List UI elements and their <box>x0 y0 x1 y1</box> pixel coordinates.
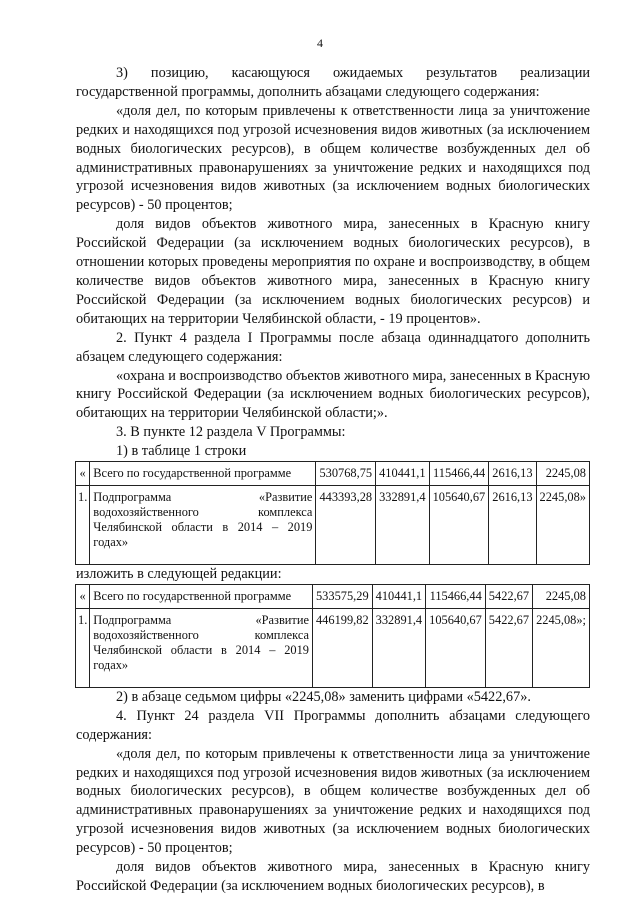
table-cell: 443393,28 <box>316 486 376 565</box>
table-cell: 410441,1 <box>372 584 425 608</box>
table-cell: 332891,4 <box>376 486 429 565</box>
table-cell: 105640,67 <box>429 486 489 565</box>
document-body <box>76 64 590 896</box>
table-cell: « <box>76 584 90 608</box>
table-cell: 446199,82 <box>312 608 372 687</box>
table-cell: 115466,44 <box>429 462 489 486</box>
table-cell: 5422,67 <box>485 584 532 608</box>
table-cell: 533575,29 <box>312 584 372 608</box>
table-cell: 5422,67 <box>485 608 532 687</box>
page-number: 4 <box>317 36 323 50</box>
paragraph: 2) в абзаце седьмом цифры «2245,08» заменить цифрами «5422,67». <box>116 688 531 705</box>
table-old-rows <box>75 461 590 565</box>
table-cell: « <box>76 462 90 486</box>
paragraph: 1) в таблице 1 строки <box>116 443 247 460</box>
table-cell: 2616,13 <box>489 486 536 565</box>
table-cell: Всего по государственной программе <box>90 462 316 486</box>
table-cell: 410441,1 <box>376 462 429 486</box>
paragraph: 2. Пункт 4 раздела I Программы после абзаца одиннадцатого дополнить абзацем следующего содержания: <box>76 329 590 365</box>
table-cell: 2245,08» <box>536 486 589 565</box>
paragraph: доля видов объектов животного мира, занесенных в Красную книгу Российской Федерации (за исключением водных биологических ресурсов), в отношении которых проведены мероприятия по охране и воспроизводству, в общем количестве видов объектов животного мира, занесенных в Красную книгу Российской Федерации (за исключением водных биологических ресурсов) и обитающих на территории Челябинской области, - 19 процентов». <box>76 216 590 327</box>
paragraph: «доля дел, по которым привлечены к ответственности лица за уничтожение редких и находящихся под угрозой исчезновения видов животных (за исключением водных биологических ресурсов), в общем количестве возбужденных дел об административных правонарушениях за уничтожение редких и находящихся под угрозой исчезновения видов животных (за исключением водных биологических ресурсов) - 50 процентов; <box>76 745 590 857</box>
paragraph: «охрана и воспроизводство объектов животного мира, занесенных в Красную книгу Российской Федерации (за исключением водных биологических ресурсов), обитающих на территории Челябинской области;». <box>76 367 590 422</box>
table-cell: 115466,44 <box>426 584 486 608</box>
table-cell: 530768,75 <box>316 462 376 486</box>
table-row <box>76 584 590 608</box>
paragraph: «доля дел, по которым привлечены к ответственности лица за уничтожение редких и находящихся под угрозой исчезновения видов животных (за исключением водных биологических ресурсов), в общем количестве возбужденных дел об административных правонарушениях за уничтожение редких и находящихся под угрозой исчезновения видов животных (за исключением водных биологических ресурсов) - 50 процентов; <box>76 102 590 214</box>
table-row <box>76 608 590 687</box>
table-cell: 105640,67 <box>426 608 486 687</box>
table-cell: 2616,13 <box>489 462 536 486</box>
table-cell: 2245,08 <box>536 462 589 486</box>
table-row <box>76 486 590 565</box>
paragraph: доля видов объектов животного мира, занесенных в Красную книгу Российской Федерации (за исключением водных биологических ресурсов), в <box>76 859 590 894</box>
table-cell: 1. <box>76 486 90 565</box>
paragraph: изложить в следующей редакции: <box>76 566 282 583</box>
table-row <box>76 462 590 486</box>
table-cell: 1. <box>76 608 90 687</box>
paragraph: 4. Пункт 24 раздела VII Программы дополнить абзацами следующего содержания: <box>76 707 590 743</box>
table-new-rows <box>75 584 590 688</box>
table-cell: Подпрограмма «Развитие водохозяйственного комплекса Челябинской области в 2014 – 2019 годах» <box>90 486 316 565</box>
table-cell: Подпрограмма «Развитие водохозяйственного комплекса Челябинской области в 2014 – 2019 годах» <box>90 608 313 687</box>
table-cell: Всего по государственной программе <box>90 584 313 608</box>
paragraph: 3. В пункте 12 раздела V Программы: <box>116 424 346 441</box>
table-cell: 2245,08»; <box>533 608 590 687</box>
paragraph: 3) позицию, касающуюся ожидаемых результатов реализации государственной программы, дополнить абзацами следующего содержания: <box>76 65 590 100</box>
table-cell: 2245,08 <box>533 584 590 608</box>
table-cell: 332891,4 <box>372 608 425 687</box>
